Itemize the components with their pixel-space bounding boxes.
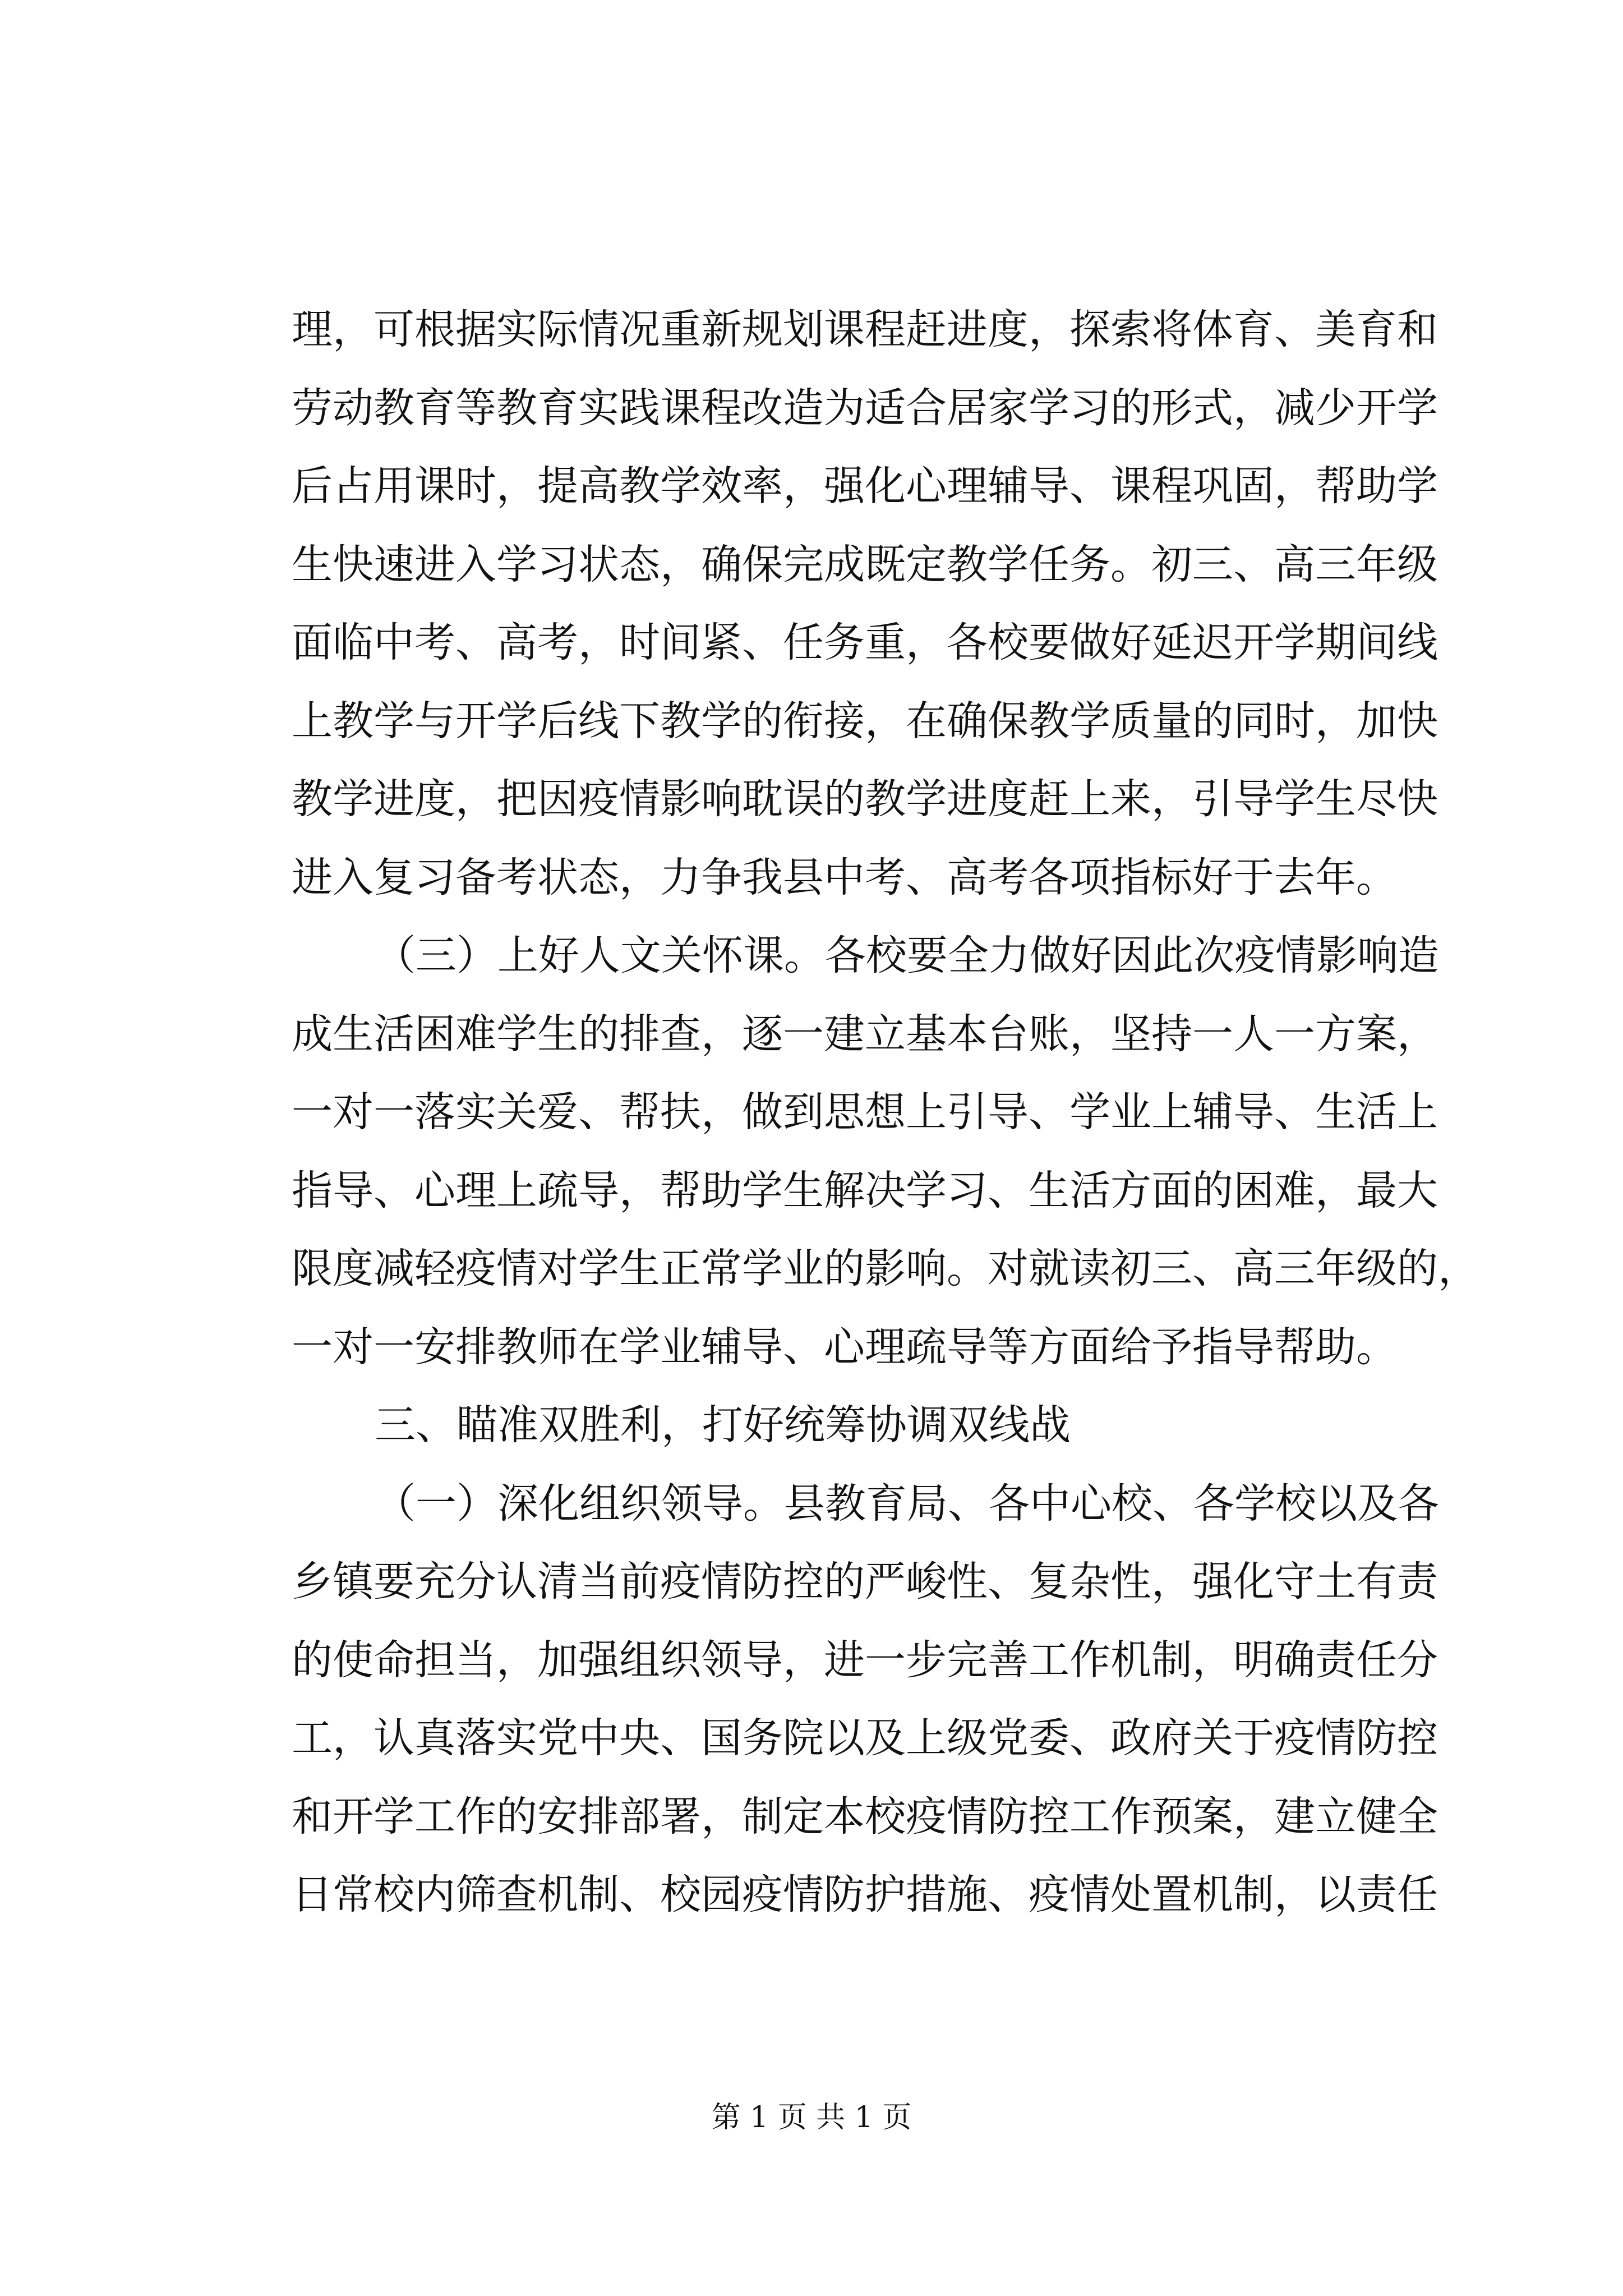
text-line: 进入复习备考状态，力争我县中考、高考各项指标好于去年。 xyxy=(292,853,1397,901)
text-line: 上教学与开学后线下教学的衔接，在确保教学质量的同时，加快 xyxy=(292,697,1438,745)
text-line: （一）深化组织领导。县教育局、各中心校、各学校以及各 xyxy=(375,1479,1439,1527)
text-line: 成生活困难学生的排查，逐一建立基本台账，坚持一人一方案， xyxy=(292,1010,1438,1058)
text-line: 三、瞄准双胜利，打好统筹协调双线战 xyxy=(375,1401,1071,1449)
document-body xyxy=(292,291,1479,1934)
page-footer: 第 1 页 共 1 页 xyxy=(711,2101,912,2134)
text-line: 限度减轻疫情对学生正常学业的影响。对就读初三、高三年级的， xyxy=(292,1245,1479,1292)
text-line: 的使命担当，加强组织领导，进一步完善工作机制，明确责任分 xyxy=(292,1636,1438,1684)
text-line: 一对一落实关爱、帮扶，做到思想上引导、学业上辅导、生活上 xyxy=(292,1088,1438,1136)
text-line: 乡镇要充分认清当前疫情防控的严峻性、复杂性，强化守土有责 xyxy=(292,1558,1438,1605)
text-line: 后占用课时，提高教学效率，强化心理辅导、课程巩固，帮助学 xyxy=(292,462,1438,510)
text-line: 指导、心理上疏导，帮助学生解决学习、生活方面的困难，最大 xyxy=(292,1166,1438,1214)
text-line: 和开学工作的安排部署，制定本校疫情防控工作预案，建立健全 xyxy=(292,1792,1438,1841)
text-line: 生快速进入学习状态，确保完成既定教学任务。初三、高三年级 xyxy=(292,540,1438,588)
text-line: 劳动教育等教育实践课程改造为适合居家学习的形式，减少开学 xyxy=(292,384,1438,432)
text-line: 工，认真落实党中央、国务院以及上级党委、政府关于疫情防控 xyxy=(292,1714,1438,1762)
text-line: 日常校内筛查机制、校园疫情防护措施、疫情处置机制，以责任 xyxy=(292,1871,1438,1918)
text-line: （三）上好人文关怀课。各校要全力做好因此次疫情影响造 xyxy=(375,932,1439,979)
text-line: 面临中考、高考，时间紧、任务重，各校要做好延迟开学期间线 xyxy=(292,619,1438,666)
text-line: 理，可根据实际情况重新规划课程赶进度，探索将体育、美育和 xyxy=(292,306,1438,353)
text-line: 教学进度，把因疫情影响耽误的教学进度赶上来，引导学生尽快 xyxy=(292,775,1438,823)
text-line: 一对一安排教师在学业辅导、心理疏导等方面给予指导帮助。 xyxy=(292,1323,1397,1371)
